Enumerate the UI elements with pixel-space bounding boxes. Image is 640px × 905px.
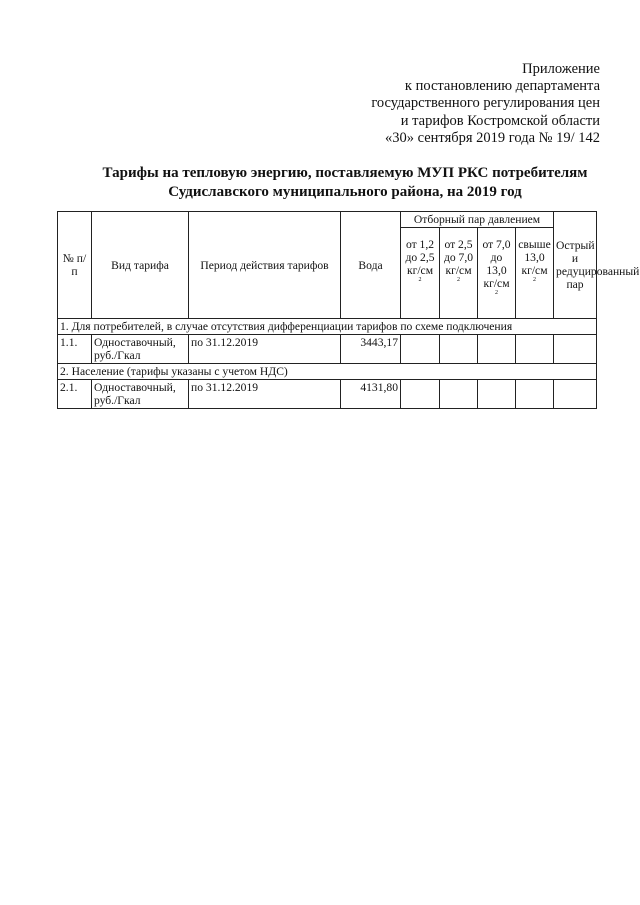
cell-empty	[478, 380, 516, 409]
header-pressure-4: свыше 13,0 кг/см 2	[516, 228, 554, 319]
cell-empty	[554, 335, 597, 364]
appendix-line: и тарифов Костромской области	[400, 112, 600, 129]
header-pressure-3: от 7,0 до 13,0 кг/см 2	[478, 228, 516, 319]
table-row	[58, 380, 597, 409]
cell-empty	[440, 380, 478, 409]
cell-num: 2.1.	[58, 380, 92, 409]
header-steam-group: Отборный пар давлением	[401, 212, 554, 228]
cell-empty	[401, 335, 440, 364]
cell-water: 4131,80	[341, 380, 401, 409]
appendix-line: к постановлению департамента	[404, 78, 600, 95]
header-pressure-2: от 2,5 до 7,0 кг/см 2	[440, 228, 478, 319]
cell-water: 3443,17	[341, 335, 401, 364]
cell-num: 1.1.	[58, 335, 92, 364]
appendix-line: Приложение	[522, 61, 600, 77]
cell-type: Одноставочный, руб./Гкал	[92, 380, 189, 409]
cell-type: Одноставочный, руб./Гкал	[92, 335, 189, 364]
appendix-line: «30» сентября 2019 года № 19/ 142	[384, 129, 600, 146]
title-line: Тарифы на тепловую энергию, поставляемую МУП РКС потребителям	[102, 165, 588, 181]
header-period: Период действия тарифов	[189, 212, 341, 319]
header-num: № п/п	[58, 212, 92, 319]
section-title: 2. Население (тарифы указаны с учетом НДС)	[58, 364, 597, 380]
cell-period: по 31.12.2019	[189, 335, 341, 364]
section-row	[58, 319, 597, 335]
header-sharp-steam: Острый и редуцированный пар	[554, 212, 597, 319]
title-line: Судиславского муниципального района, на 2019 год	[168, 184, 522, 200]
section-title: 1. Для потребителей, в случае отсутствия дифференциации тарифов по схеме подключения	[58, 319, 597, 335]
section-row	[58, 364, 597, 380]
appendix-line: государственного регулирования цен	[371, 95, 600, 112]
table-row	[58, 335, 597, 364]
document-title	[60, 164, 630, 202]
cell-period: по 31.12.2019	[189, 380, 341, 409]
cell-empty	[478, 335, 516, 364]
tariff-table	[57, 211, 640, 409]
cell-empty	[401, 380, 440, 409]
header-row	[58, 212, 597, 228]
appendix-header	[371, 61, 600, 147]
header-pressure-1: от 1,2 до 2,5 кг/см 2	[401, 228, 440, 319]
cell-empty	[440, 335, 478, 364]
cell-empty	[516, 380, 554, 409]
cell-empty	[554, 380, 597, 409]
header-type: Вид тарифа	[92, 212, 189, 319]
cell-empty	[516, 335, 554, 364]
header-water: Вода	[341, 212, 401, 319]
